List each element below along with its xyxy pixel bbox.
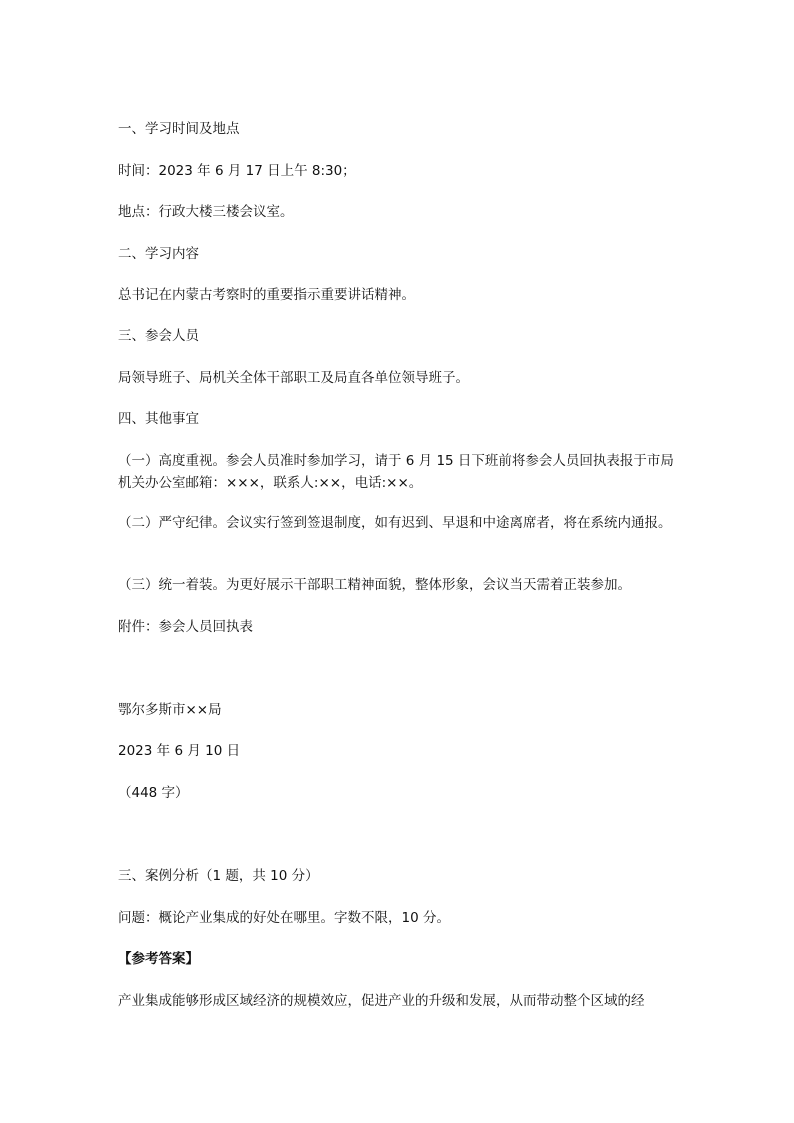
place-line: 地点：行政大楼三楼会议室。 [118, 204, 294, 220]
attachment-line: 附件：参会人员回执表 [118, 619, 253, 635]
word-count-line: （448 字） [118, 785, 189, 801]
section-heading-time-place: 一、学习时间及地点 [118, 121, 240, 137]
section-heading-attendees: 三、参会人员 [118, 328, 199, 344]
other-item-2: （二）严守纪律。会议实行签到签退制度，如有迟到、早退和中途离席者，将在系统内通报。 [118, 515, 672, 531]
section-heading-content: 二、学习内容 [118, 246, 199, 262]
section-heading-case-analysis: 三、案例分析（1 题，共 10 分） [118, 868, 319, 884]
issuer-line: 鄂尔多斯市××局 [118, 702, 222, 718]
answer-line: 产业集成能够形成区域经济的规模效应，促进产业的升级和发展，从而带动整个区域的经 [118, 993, 645, 1009]
other-item-1: （一）高度重视。参会人员准时参加学习，请于 6 月 15 日下班前将参会人员回执表报于市局机关办公室邮箱：×××，联系人:××，电话:××。 [118, 453, 674, 491]
time-line: 时间：2023 年 6 月 17 日上午 8:30； [118, 163, 356, 179]
date-line: 2023 年 6 月 10 日 [118, 743, 241, 759]
content-line: 总书记在内蒙古考察时的重要指示重要讲话精神。 [118, 287, 415, 303]
other-item-3: （三）统一着装。为更好展示干部职工精神面貌，整体形象，会议当天需着正装参加。 [118, 577, 631, 593]
attendees-line: 局领导班子、局机关全体干部职工及局直各单位领导班子。 [118, 370, 469, 386]
reference-answer-heading: 【参考答案】 [118, 951, 199, 967]
section-heading-other-matters: 四、其他事宜 [118, 411, 199, 427]
question-line: 问题：概论产业集成的好处在哪里。字数不限，10 分。 [118, 910, 450, 926]
